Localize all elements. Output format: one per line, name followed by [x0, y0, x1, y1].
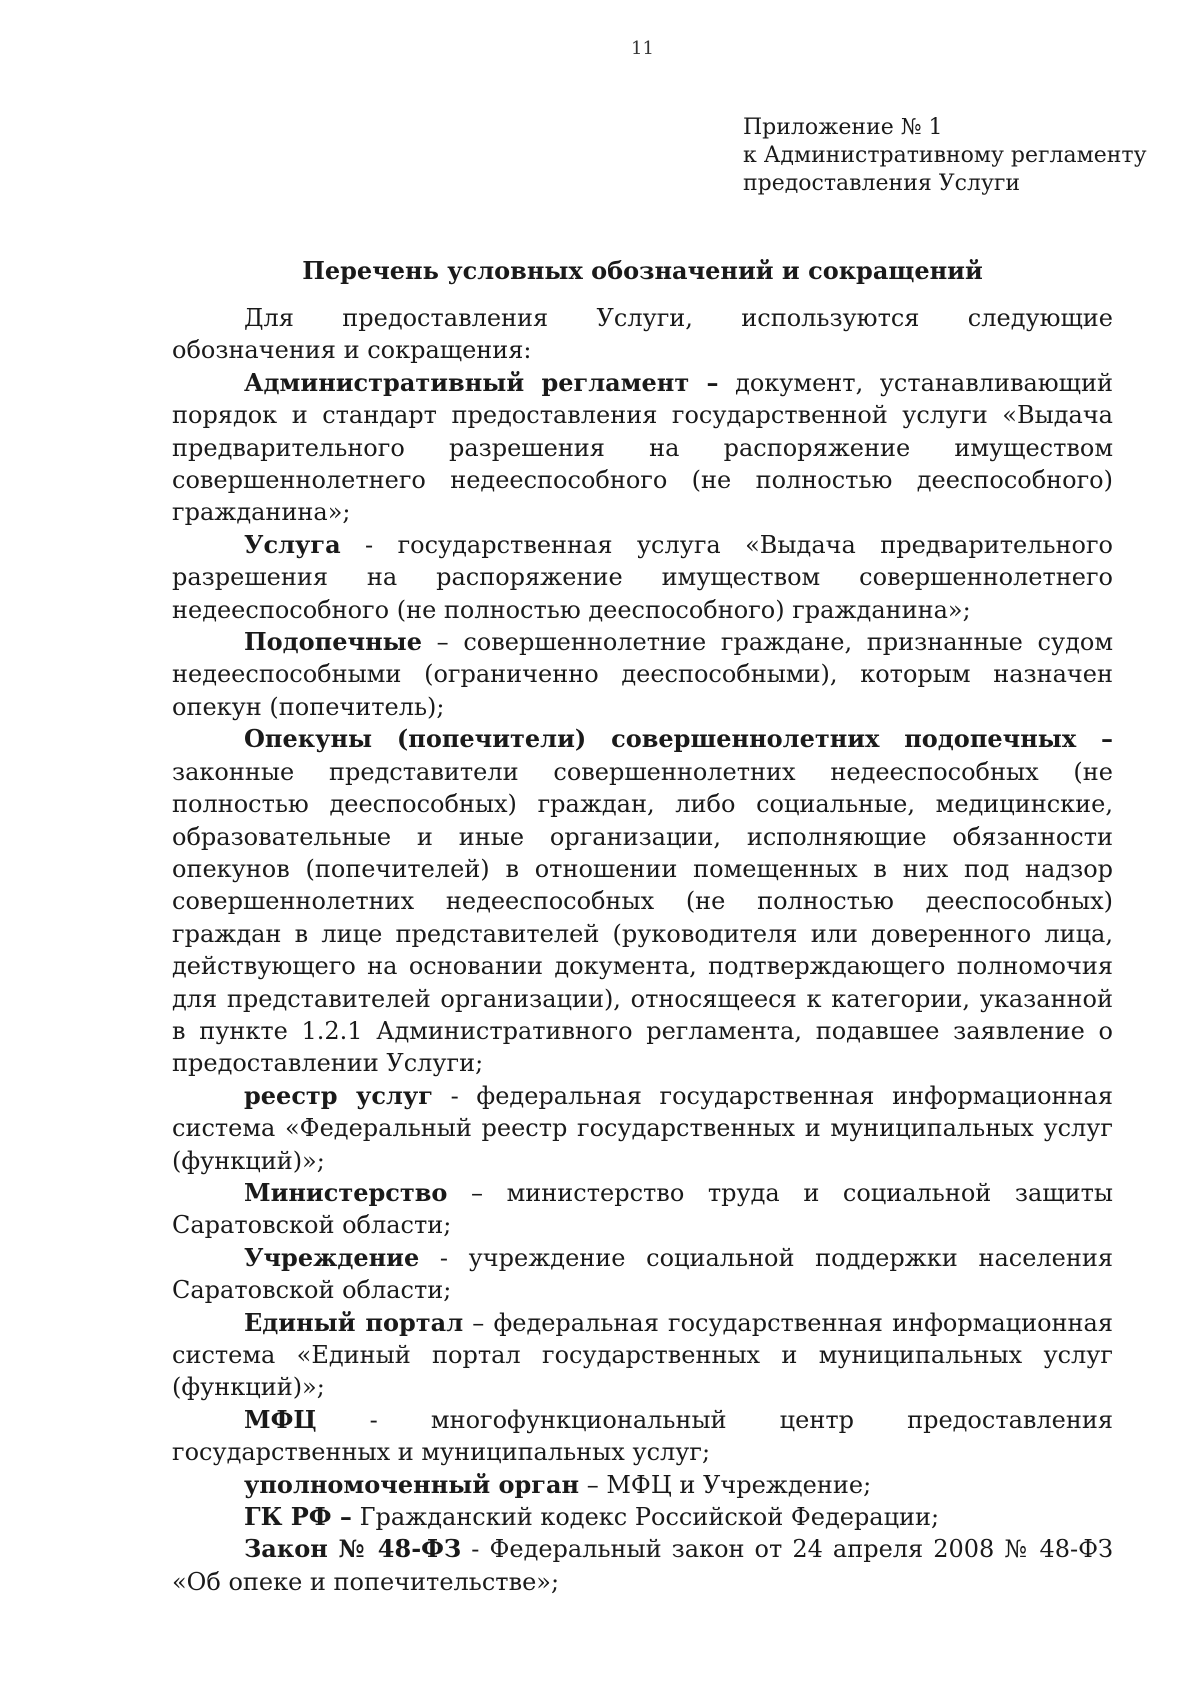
definition-paragraph [172, 1080, 1113, 1177]
definition-text: – МФЦ и Учреждение; [579, 1470, 872, 1499]
definition-paragraph [172, 723, 1113, 1079]
intro-paragraph: Для предоставления Услуги, используются следующие обозначения и сокращения: [172, 304, 1113, 365]
definition-text: – федеральная государственная информационная система «Единый портал государственных и муниципальных услуг (функций)»; [172, 1308, 1113, 1402]
definition-term: Министерство [244, 1177, 448, 1207]
definition-paragraph [172, 1242, 1113, 1307]
definition-paragraph [172, 1533, 1113, 1598]
definition-text: - федеральная государственная информационная система «Федеральный реестр государственных и муниципальных услуг (функций)»; [172, 1081, 1113, 1175]
definition-term: уполномоченный орган [244, 1469, 580, 1499]
document-body [172, 302, 1113, 1598]
document-title: Перечень условных обозначений и сокращений [302, 256, 983, 285]
appendix-line: к Административному регламенту [743, 143, 1147, 168]
definition-text: – министерство труда и социальной защиты Саратовской области; [172, 1178, 1113, 1240]
definition-paragraph [172, 1307, 1113, 1404]
definition-term: Услуга [244, 529, 341, 559]
definition-paragraph [172, 1469, 1113, 1501]
definition-text: Гражданский кодекс Российской Федерации; [351, 1503, 940, 1532]
appendix-header [743, 114, 1147, 198]
definition-text: документ, устанавливающий порядок и стандарт предоставления государственной услуги «Выдача предварительного разрешения на распоряжение имуществом совершеннолетнего недееспособного (не полностью дееспособного) гражданина»; [172, 368, 1113, 527]
definition-term: МФЦ [244, 1404, 317, 1434]
definition-term: ГК РФ – [244, 1502, 352, 1532]
definition-text: законные представители совершеннолетних недееспособных (не полностью дееспособных) граждан, либо социальные, медицинские, образовательные и иные организации, исполняющие обязанности опекунов (попечителей) в отношении помещенных в них под надзор совершеннолетних недееспособных (не полностью дееспособных) граждан в лице представителей (руководителя или доверенного лица, действующего на основании документа, подтверждающего полномочия для представителей организации), относящееся к категории, указанной в пункте 1.2.1 Административного регламента, подавшее заявление о предоставлении Услуги; [172, 757, 1113, 1078]
definition-text: - многофункциональный центр предоставления государственных и муниципальных услуг; [172, 1405, 1113, 1467]
definition-text: - Федеральный закон от 24 апреля 2008 № 48-ФЗ «Об опеке и попечительстве»; [172, 1535, 1114, 1596]
definition-term: Закон № 48-ФЗ [244, 1534, 462, 1564]
definition-text: - государственная услуга «Выдача предварительного разрешения на распоряжение имуществом совершеннолетнего недееспособного (не полностью дееспособного) гражданина»; [172, 530, 1113, 624]
definition-text: - учреждение социальной поддержки населения Саратовской области; [172, 1243, 1113, 1305]
definition-term: Единый портал [244, 1307, 464, 1337]
definition-paragraph [172, 626, 1113, 723]
page-number: 11 [631, 38, 654, 59]
definition-paragraph [172, 529, 1113, 626]
definition-term: Административный регламент – [244, 367, 719, 397]
definition-paragraph [172, 367, 1113, 529]
appendix-line: предоставления Услуги [743, 171, 1021, 196]
definition-paragraph [172, 1404, 1113, 1469]
appendix-line: Приложение № 1 [743, 115, 943, 140]
definition-text: – совершеннолетние граждане, признанные судом недееспособными (ограниченно дееспособными), которым назначен опекун (попечитель); [172, 628, 1113, 721]
definition-paragraph [172, 1177, 1113, 1242]
definition-term: реестр услуг [244, 1080, 433, 1110]
definition-term: Опекуны (попечители) совершеннолетних подопечных – [244, 724, 1113, 754]
definition-term: Подопечные [244, 627, 422, 657]
definition-term: Учреждение [244, 1242, 420, 1272]
definition-paragraph [172, 1501, 1113, 1533]
